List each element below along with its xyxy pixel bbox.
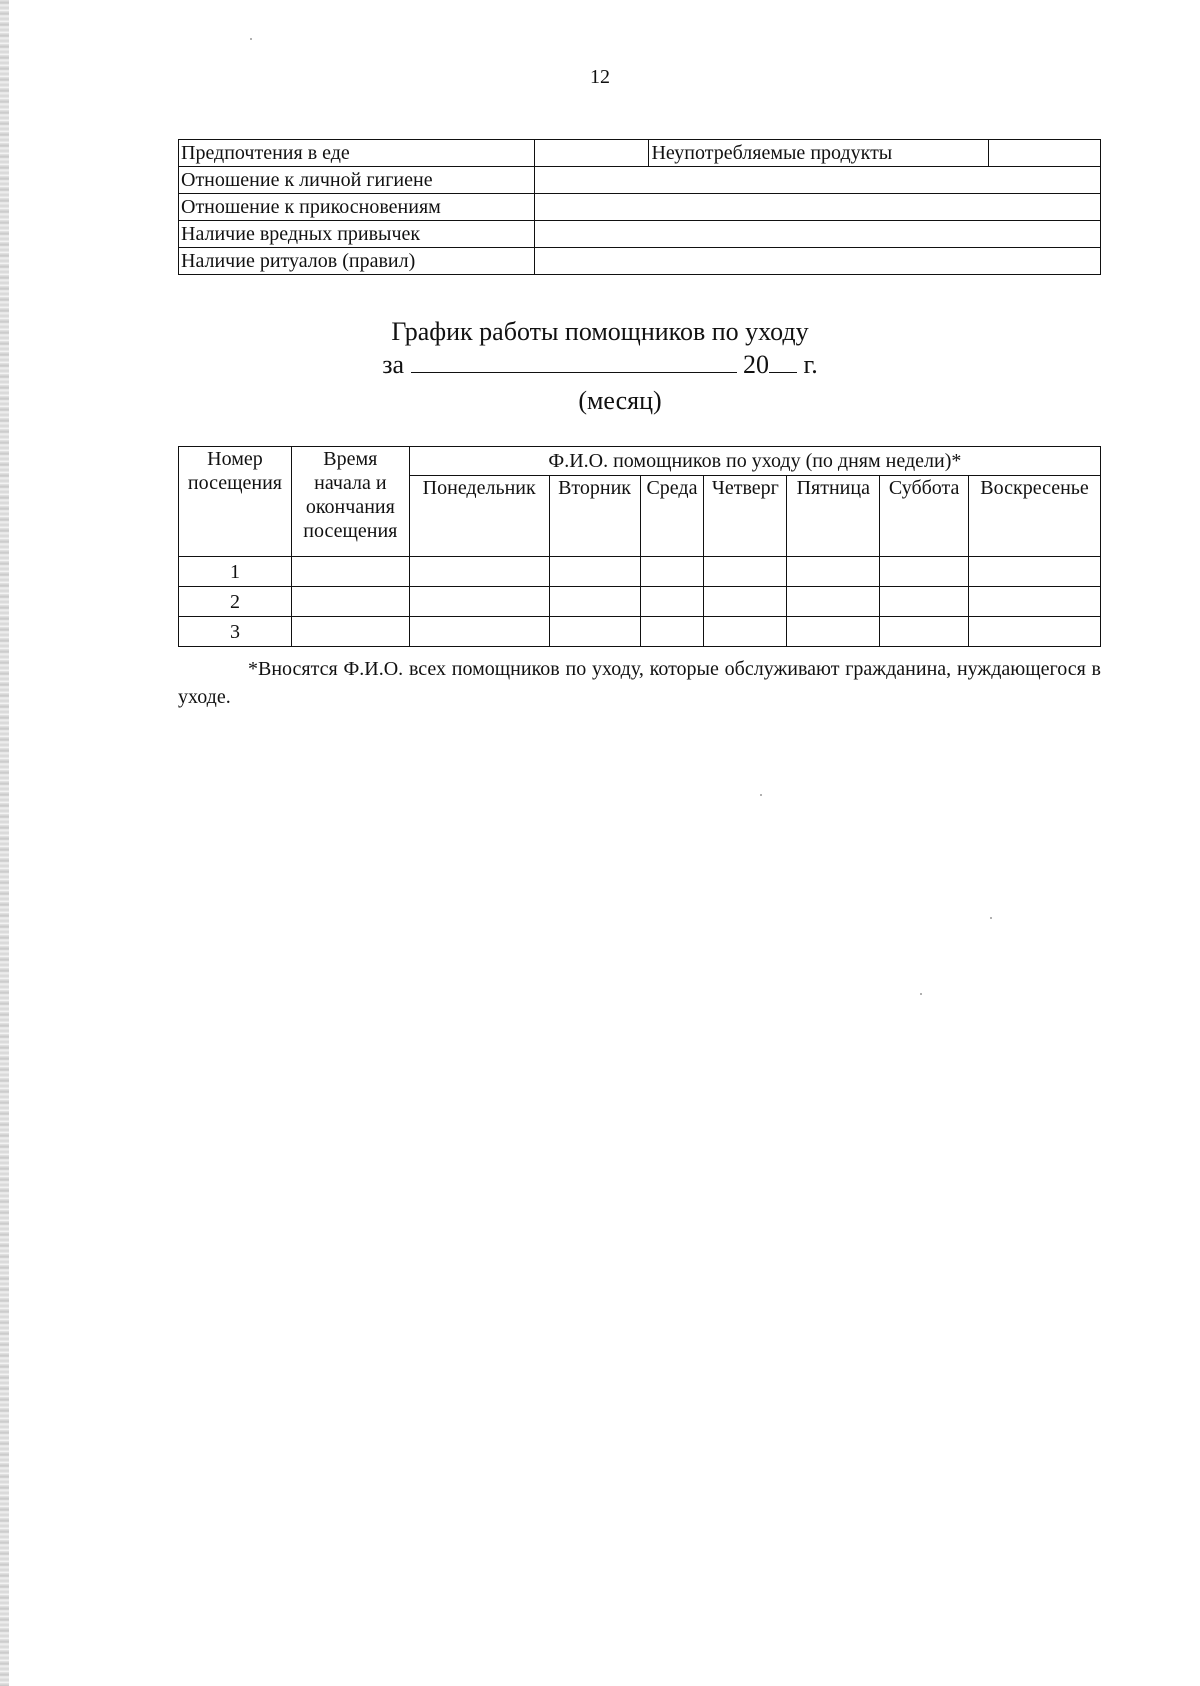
period-line bbox=[0, 348, 1200, 381]
header-visit-number: Номер посещения bbox=[179, 447, 292, 557]
input-cell[interactable] bbox=[880, 617, 969, 647]
scan-speck bbox=[250, 38, 252, 40]
month-hint: (месяц) bbox=[578, 386, 662, 415]
input-cell[interactable] bbox=[291, 587, 409, 617]
visit-number: 3 bbox=[179, 617, 292, 647]
header-day-monday: Понедельник bbox=[409, 476, 549, 557]
footnote: *Вносятся Ф.И.О. всех помощников по уходу, которые обслуживают гражданина, нуждающегося в уходе. bbox=[178, 658, 1101, 708]
input-cell[interactable] bbox=[787, 617, 880, 647]
input-cell[interactable] bbox=[534, 221, 1100, 248]
scan-speck bbox=[920, 993, 922, 995]
row-label: Наличие ритуалов (правил) bbox=[179, 248, 535, 275]
page-number: 12 bbox=[590, 66, 610, 88]
input-cell[interactable] bbox=[534, 248, 1100, 275]
year-suffix: г. bbox=[803, 350, 818, 379]
input-cell[interactable] bbox=[640, 617, 704, 647]
input-cell[interactable] bbox=[704, 617, 787, 647]
input-cell[interactable] bbox=[409, 587, 549, 617]
header-assistants-group: Ф.И.О. помощников по уходу (по дням недели)* bbox=[409, 447, 1100, 476]
table-row bbox=[179, 194, 1101, 221]
scan-speck bbox=[760, 794, 762, 796]
table-row bbox=[179, 617, 1101, 647]
row-label: Наличие вредных привычек bbox=[179, 221, 535, 248]
table-row bbox=[179, 140, 1101, 167]
header-day-friday: Пятница bbox=[787, 476, 880, 557]
header-day-tuesday: Вторник bbox=[549, 476, 640, 557]
table-row bbox=[179, 221, 1101, 248]
input-cell[interactable] bbox=[880, 557, 969, 587]
input-cell[interactable] bbox=[704, 587, 787, 617]
input-cell[interactable] bbox=[409, 617, 549, 647]
input-cell[interactable] bbox=[291, 617, 409, 647]
header-day-thursday: Четверг bbox=[704, 476, 787, 557]
input-cell[interactable] bbox=[534, 194, 1100, 221]
input-cell[interactable] bbox=[880, 587, 969, 617]
visit-number: 1 bbox=[179, 557, 292, 587]
input-cell[interactable] bbox=[969, 557, 1101, 587]
input-cell[interactable] bbox=[787, 557, 880, 587]
input-cell[interactable] bbox=[549, 617, 640, 647]
input-cell[interactable] bbox=[549, 557, 640, 587]
input-cell[interactable] bbox=[969, 617, 1101, 647]
scan-edge-artifact bbox=[0, 0, 9, 1686]
input-cell[interactable] bbox=[640, 587, 704, 617]
row-label: Отношение к личной гигиене bbox=[179, 167, 535, 194]
input-cell[interactable] bbox=[989, 140, 1101, 167]
year-prefix: 20 bbox=[743, 350, 770, 379]
header-day-wednesday: Среда bbox=[640, 476, 704, 557]
year-blank-field[interactable] bbox=[769, 348, 797, 373]
schedule-title: График работы помощников по уходу bbox=[391, 317, 809, 346]
period-prefix: за bbox=[382, 350, 405, 379]
input-cell[interactable] bbox=[969, 587, 1101, 617]
header-day-sunday: Воскресенье bbox=[969, 476, 1101, 557]
input-cell[interactable] bbox=[549, 587, 640, 617]
month-blank-field[interactable] bbox=[411, 348, 737, 373]
input-cell[interactable] bbox=[704, 557, 787, 587]
input-cell[interactable] bbox=[640, 557, 704, 587]
row-label: Отношение к прикосновениям bbox=[179, 194, 535, 221]
personal-info-table bbox=[178, 139, 1101, 275]
inner-label: Неупотребляемые продукты bbox=[649, 140, 989, 167]
schedule-heading bbox=[0, 316, 1200, 417]
table-row bbox=[179, 248, 1101, 275]
header-row bbox=[179, 447, 1101, 476]
table-row bbox=[179, 587, 1101, 617]
header-visit-time: Время начала и окончания посещения bbox=[291, 447, 409, 557]
scan-speck bbox=[990, 917, 992, 919]
input-cell[interactable] bbox=[534, 167, 1100, 194]
input-cell[interactable] bbox=[787, 587, 880, 617]
input-cell[interactable] bbox=[409, 557, 549, 587]
input-cell[interactable] bbox=[534, 140, 649, 167]
schedule-table bbox=[178, 446, 1101, 647]
input-cell[interactable] bbox=[291, 557, 409, 587]
visit-number: 2 bbox=[179, 587, 292, 617]
header-day-saturday: Суббота bbox=[880, 476, 969, 557]
table-row bbox=[179, 557, 1101, 587]
table-row bbox=[179, 167, 1101, 194]
row-label: Предпочтения в еде bbox=[179, 140, 535, 167]
